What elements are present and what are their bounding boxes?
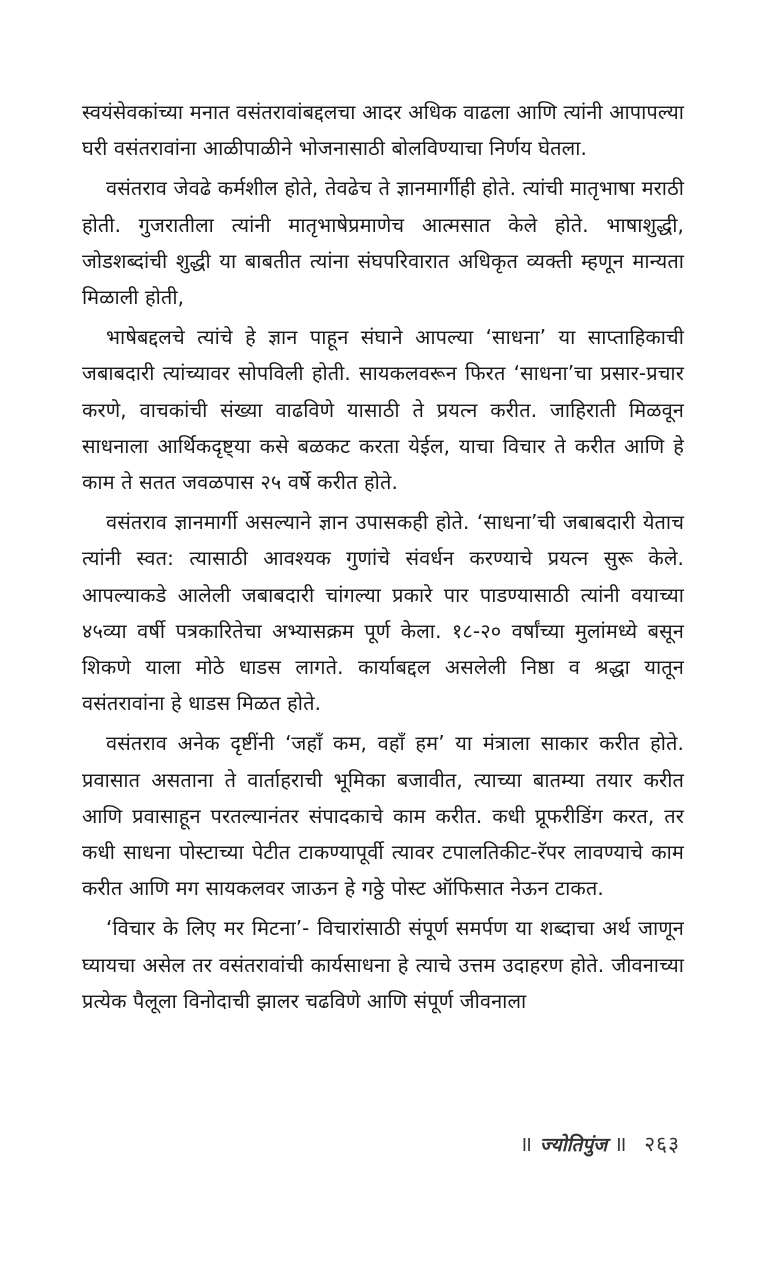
page-footer (520, 1130, 680, 1158)
body-text (82, 94, 684, 1023)
page-number: २६३ (644, 1132, 680, 1156)
paragraph-2: वसंतराव जेवढे कर्मशील होते, तेवढेच ते ज्ञानमार्गीही होते. त्यांची मातृभाषा मराठी होती. गुजरातीला त्यांनी मातृभाषेप्रमाणेच आत्मसात केले होते. भाषाशुद्धी, जोडशब्दांची शुद्धी या बाबतीत त्यांना संघपरिवारात अधिकृत व्यक्ती म्हणून मान्यता मिळाली होती, (82, 176, 684, 310)
paragraph-1: स्वयंसेवकांच्या मनात वसंतरावांबद्दलचा आदर अधिक वाढला आणि त्यांनी आपापल्या घरी वसंतरावांना आळीपाळीने भोजनासाठी बोलविण्याचा निर्णय घेतला. (82, 100, 684, 161)
footer-right-mark: ॥ (613, 1132, 628, 1156)
paragraph-5: वसंतराव अनेक दृष्टींनी ‘जहाँ कम, वहाँ हम’ या मंत्राला साकार करीत होते. प्रवासात असताना ते वार्ताहराची भूमिका बजावीत, त्याच्या बातम्या तयार करीत आणि प्रवासाहून परतल्यानंतर संपादकाचे काम करीत. कधी प्रूफरीडिंग करत, तर कधी साधना पोस्टाच्या पेटीत टाकण्यापूर्वी त्यावर टपालतिकीट-रॅपर लावण्याचे काम करीत आणि मग सायकलवर जाऊन हे गठ्ठे पोस्ट ऑफिसात नेऊन टाकत. (82, 731, 684, 901)
book-title: ज्योतिपुंज (539, 1134, 608, 1156)
paragraph-6: ‘विचार के लिए मर मिटना’- विचारांसाठी संपूर्ण समर्पण या शब्दाचा अर्थ जाणून घ्यायचा असेल तर वसंतरावांची कार्यसाधना हे त्याचे उत्तम उदाहरण होते. जीवनाच्या प्रत्येक पैलूला विनोदाची झालर चढविणे आणि संपूर्ण जीवनाला (82, 916, 684, 1013)
paragraph-3: भाषेबद्दलचे त्यांचे हे ज्ञान पाहून संघाने आपल्या ‘साधना’ या साप्ताहिकाची जबाबदारी त्यांच्यावर सोपविली होती. सायकलवरून फिरत ‘साधना’चा प्रसार-प्रचार करणे, वाचकांची संख्या वाढविणे यासाठी ते प्रयत्न करीत. जाहिराती मिळवून साधनाला आर्थिकदृष्ट्या कसे बळकट करता येईल, याचा विचार ते करीत आणि हे काम ते सतत जवळपास २५ वर्षे करीत होते. (82, 325, 684, 495)
footer-left-mark: ॥ (519, 1132, 534, 1156)
paragraph-4: वसंतराव ज्ञानमार्गी असल्याने ज्ञान उपासकही होते. ‘साधना’ची जबाबदारी येताच त्यांनी स्वत: त्यासाठी आवश्यक गुणांचे संवर्धन करण्याचे प्रयत्न सुरू केले. आपल्याकडे आलेली जबाबदारी चांगल्या प्रकारे पार पाडण्यासाठी त्यांनी वयाच्या ४५व्या वर्षी पत्रकारितेचा अभ्यासक्रम पूर्ण केला. १८-२० वर्षांच्या मुलांमध्ये बसून शिकणे याला मोठे धाडस लागते. कार्याबद्दल असलेली निष्ठा व श्रद्धा यातून वसंतरावांना हे धाडस मिळत होते. (82, 510, 684, 716)
